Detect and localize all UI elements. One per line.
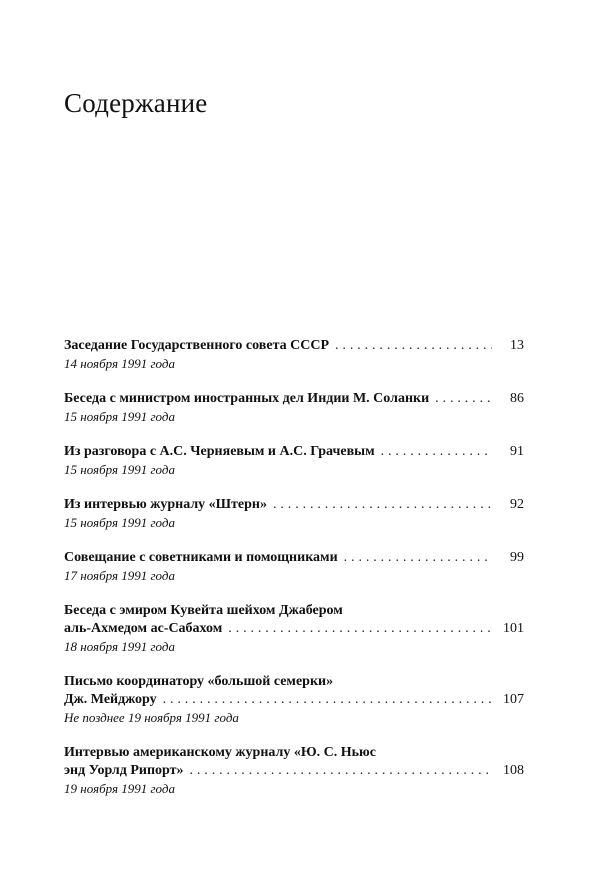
toc-page-number: 91 [510, 444, 524, 459]
toc-page-number: 13 [510, 338, 524, 353]
toc-line [64, 762, 524, 780]
toc-page-number: 92 [510, 497, 524, 512]
toc-leader-dots [344, 549, 492, 567]
toc-line [64, 390, 524, 408]
toc-line [64, 602, 524, 620]
toc-line [64, 673, 524, 691]
toc-entry-title-continued: энд Уорлд Рипорт» [64, 763, 184, 778]
toc-page-number: 86 [510, 391, 524, 406]
toc-leader-dots [190, 762, 493, 780]
toc-entry-title: Беседа с министром иностранных дел Индии М. Соланки [64, 391, 430, 406]
toc-line [64, 549, 524, 567]
toc-entry[interactable] [64, 673, 524, 726]
toc-entry-title: Заседание Государственного совета СССР [64, 338, 330, 353]
toc-entry[interactable] [64, 549, 524, 584]
toc-line [64, 620, 524, 638]
toc-leader-dots [273, 496, 492, 514]
toc-entry-title-continued: аль-Ахмедом ас-Сабахом [64, 621, 223, 636]
toc-leader-dots [335, 337, 492, 355]
toc-leader-dots [163, 691, 492, 709]
toc-line [64, 443, 524, 461]
toc-entry-title: Из интервью журналу «Штерн» [64, 497, 267, 512]
toc-entry-title: Интервью американскому журналу «Ю. С. Ньюс [64, 745, 376, 760]
toc-entry-title: Совещание с советниками и помощниками [64, 550, 338, 565]
toc-entry[interactable] [64, 602, 524, 655]
toc-entry-title-continued: Дж. Мейджору [64, 692, 157, 707]
toc-entry-date: 14 ноября 1991 года [64, 356, 175, 371]
toc-entry-title: Из разговора с А.С. Черняевым и А.С. Грачевым [64, 444, 375, 459]
table-of-contents [64, 337, 524, 797]
toc-page-number: 101 [503, 621, 524, 636]
toc-entry[interactable] [64, 390, 524, 425]
toc-leader-dots [435, 390, 492, 408]
toc-entry-date: 15 ноября 1991 года [64, 462, 175, 477]
toc-entry-title: Беседа с эмиром Кувейта шейхом Джабером [64, 603, 343, 618]
toc-entry-date: 19 ноября 1991 года [64, 781, 175, 796]
toc-entry[interactable] [64, 443, 524, 478]
toc-entry-date: 15 ноября 1991 года [64, 409, 175, 424]
toc-entry-title: Письмо координатору «большой семерки» [64, 674, 334, 689]
toc-page-number: 107 [503, 692, 524, 707]
toc-leader-dots [228, 620, 492, 638]
toc-line [64, 496, 524, 514]
toc-entry[interactable] [64, 744, 524, 797]
toc-entry-date: 18 ноября 1991 года [64, 639, 175, 654]
toc-line [64, 691, 524, 709]
toc-page-number: 108 [503, 763, 524, 778]
toc-line [64, 337, 524, 355]
toc-entry-date: Не позднее 19 ноября 1991 года [64, 710, 239, 725]
toc-leader-dots [381, 443, 492, 461]
toc-entry[interactable] [64, 496, 524, 531]
page-title: Содержание [64, 88, 208, 118]
toc-page-number: 99 [510, 550, 524, 565]
toc-entry[interactable] [64, 337, 524, 372]
toc-entry-date: 17 ноября 1991 года [64, 568, 175, 583]
toc-line [64, 744, 524, 762]
toc-entry-date: 15 ноября 1991 года [64, 515, 175, 530]
